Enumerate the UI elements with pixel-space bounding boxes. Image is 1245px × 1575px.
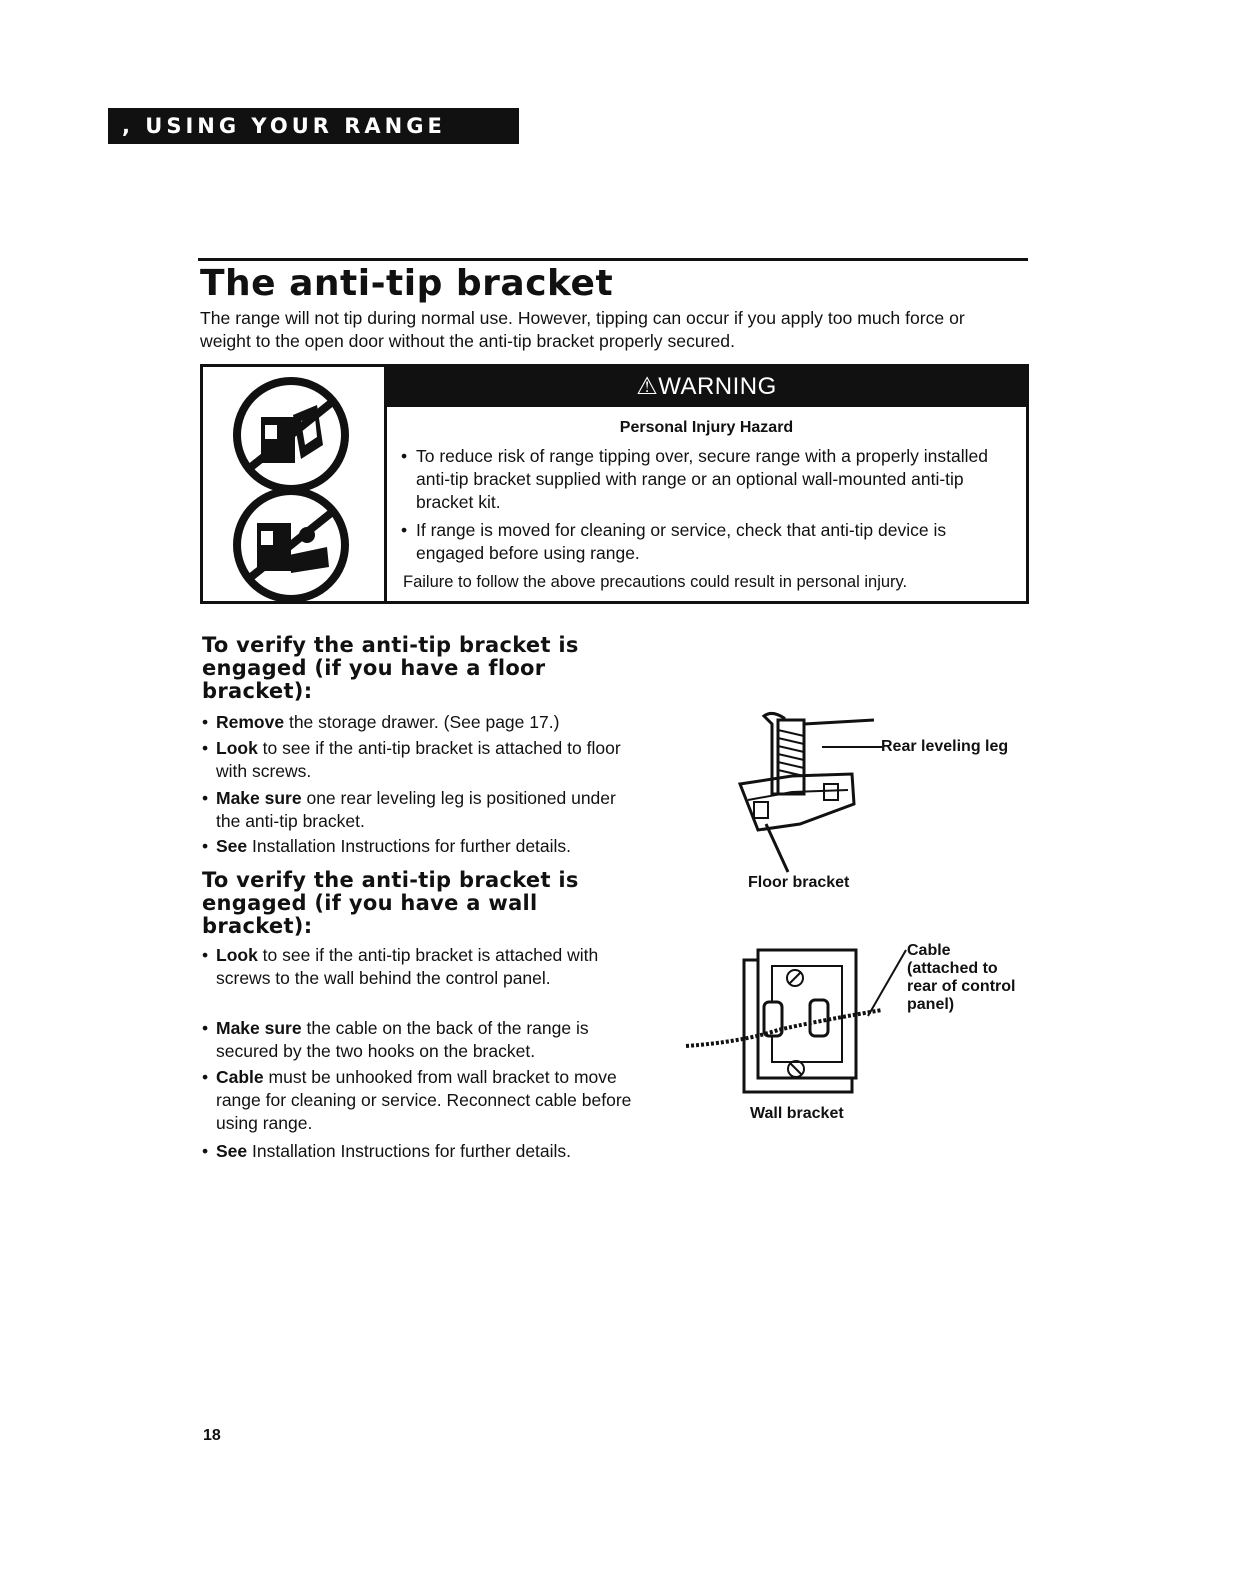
wall-bullet: • Cable must be unhooked from wall bracket to move range for cleaning or service. Reconnect cable before using range. <box>202 1067 632 1133</box>
floor-bracket-illustration <box>728 704 878 874</box>
warning-box <box>200 364 1029 604</box>
warning-bullet: • To reduce risk of range tipping over, secure range with a properly installed anti-tip bracket supplied with range or an optional wall-mounted anti-tip bracket kit. <box>401 446 988 512</box>
wall-section-heading: To verify the anti-tip bracket is engaged (if you have a wall bracket): <box>202 868 579 938</box>
rear-leveling-leg-label: Rear leveling leg <box>881 738 1009 755</box>
leader-line <box>822 744 882 750</box>
warning-bullet: • If range is moved for cleaning or service, check that anti-tip device is engaged before using range. <box>401 520 947 563</box>
warning-subtitle: Personal Injury Hazard <box>619 419 794 436</box>
no-weight-on-door-icon <box>231 485 351 605</box>
no-tipping-icon <box>231 375 351 495</box>
section-banner <box>108 108 519 144</box>
title-rule <box>198 258 1028 261</box>
section-label: , USING YOUR RANGE <box>122 114 446 138</box>
floor-bullet: • Make sure one rear leveling leg is positioned under the anti-tip bracket. <box>202 788 616 831</box>
page-title: The anti-tip bracket <box>200 263 614 304</box>
wall-bullet: • Look to see if the anti-tip bracket is attached with screws to the wall behind the control panel. <box>202 945 599 988</box>
floor-bracket-caption: Floor bracket <box>748 874 850 891</box>
floor-bullet: • Look to see if the anti-tip bracket is attached to floor with screws. <box>202 738 621 781</box>
wall-bracket-illustration <box>682 944 912 1100</box>
wall-bracket-caption: Wall bracket <box>750 1105 844 1122</box>
wall-bullet: • Make sure the cable on the back of the range is secured by the two hooks on the bracket. <box>202 1018 589 1061</box>
intro-paragraph: The range will not tip during normal use. However, tipping can occur if you apply too much force or weight to the open door without the anti-tip bracket properly secured. <box>200 308 965 351</box>
warning-footer: Failure to follow the above precautions could result in personal injury. <box>403 573 908 591</box>
wall-bullet: • See Installation Instructions for further details. <box>202 1141 572 1161</box>
floor-section-heading: To verify the anti-tip bracket is engaged (if you have a floor bracket): <box>202 633 579 703</box>
warning-header: ⚠WARNING <box>387 367 1026 407</box>
cable-label: Cable (attached to rear of control panel) <box>907 942 1016 1013</box>
warning-icon-panel <box>203 367 387 601</box>
floor-bullet: • See Installation Instructions for further details. <box>202 836 572 856</box>
page-number: 18 <box>203 1427 221 1444</box>
floor-bullet: • Remove the storage drawer. (See page 17.) <box>202 712 560 732</box>
